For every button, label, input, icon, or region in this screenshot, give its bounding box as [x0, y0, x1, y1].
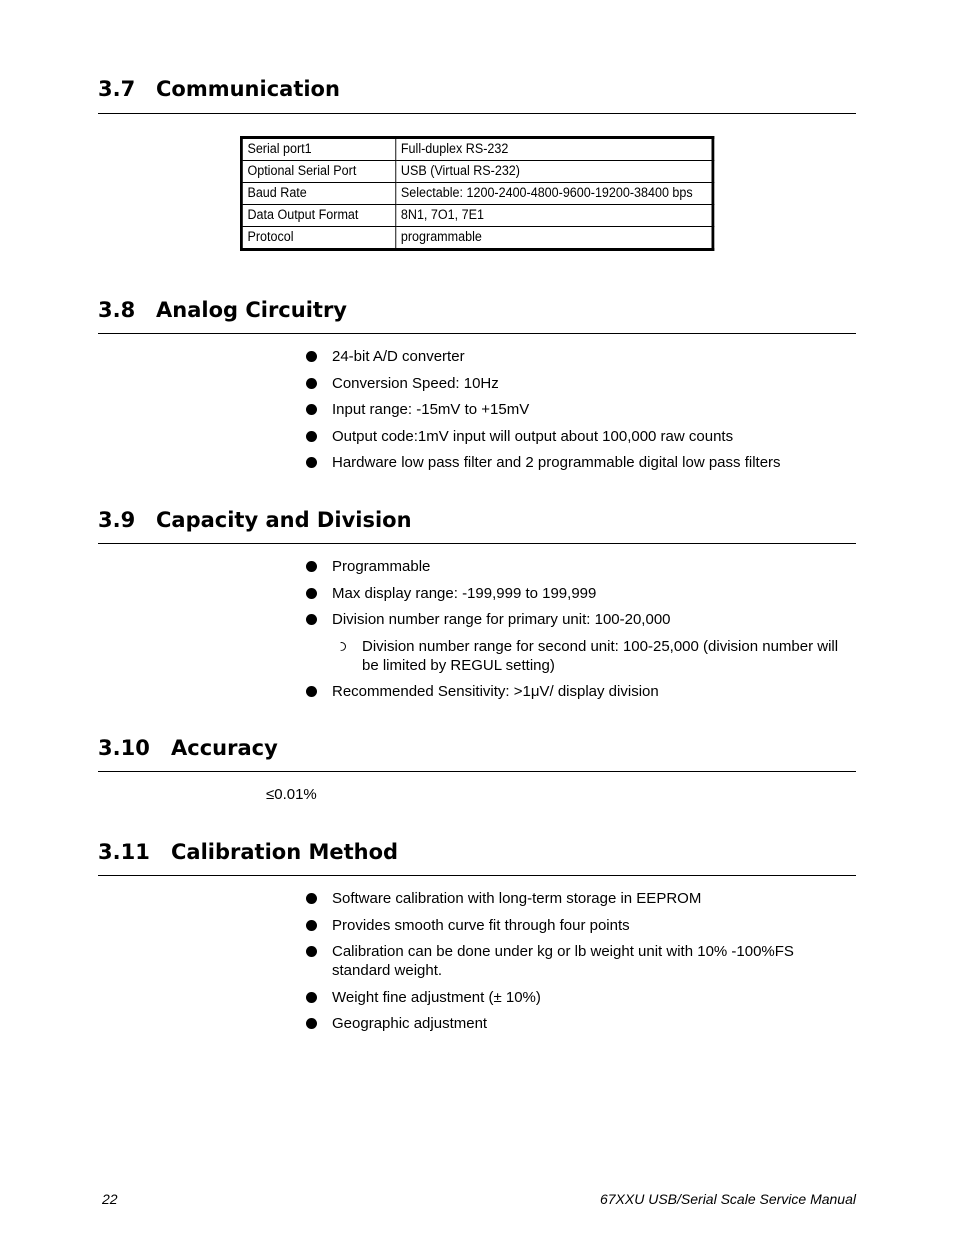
list-item-text: 24-bit A/D converter — [332, 348, 465, 365]
sub-bullet-icon — [337, 642, 346, 651]
list-item-text: Conversion Speed: 10Hz — [332, 374, 499, 392]
section-number: 3.7 — [98, 77, 136, 101]
list-item-text: Hardware low pass filter and 2 programmable digital low pass filters — [332, 454, 781, 472]
bullet-icon — [306, 561, 317, 572]
section-number: 3.9 — [98, 508, 136, 532]
bullet-icon — [306, 920, 317, 931]
table-cell: USB (Virtual RS-232) — [396, 161, 713, 183]
section-title: Accuracy — [171, 736, 278, 760]
list-item-text: Max display range: -199,999 to 199,999 — [332, 584, 597, 602]
list-item-text: Weight fine adjustment (± 10%) — [332, 988, 541, 1006]
list-item-text: Recommended Sensitivity: >1μV/ display division — [332, 683, 659, 701]
bullet-icon — [306, 1018, 317, 1029]
section-number: 3.8 — [98, 298, 136, 322]
list-item-text: Division number range for primary unit: 100-20,000 — [332, 611, 671, 629]
table-cell: Full-duplex RS-232 — [396, 138, 713, 161]
list-item — [306, 988, 856, 1007]
list-item-text: Provides smooth curve fit through four points — [332, 916, 630, 934]
list-item — [306, 889, 856, 908]
list-item — [306, 682, 856, 701]
list-item — [306, 584, 856, 603]
manual-title: 67XXU USB/Serial Scale Service Manual — [599, 1191, 856, 1207]
list-item — [306, 347, 856, 366]
bullet-icon — [306, 946, 317, 957]
section-title: Analog Circuitry — [156, 298, 347, 322]
bullet-icon — [306, 457, 317, 468]
list-item-text: Output code:1mV input will output about 100,000 raw counts — [332, 427, 734, 445]
section-title: Capacity and Division — [156, 508, 412, 532]
section-heading-3-8 — [98, 297, 856, 334]
section-number: 3.10 — [98, 736, 150, 760]
section-title: Calibration Method — [171, 840, 399, 864]
list-item-text: Geographic adjustment — [332, 1015, 488, 1033]
list-item — [306, 374, 856, 393]
bullet-icon — [306, 686, 317, 697]
section-heading-3-9 — [98, 507, 856, 544]
section-heading-3-7 — [98, 76, 856, 114]
table-cell: Selectable: 1200-2400-4800-9600-19200-38400 bps — [396, 183, 713, 205]
communication-table — [240, 136, 714, 251]
table-row — [241, 183, 713, 205]
list-item-text: Input range: -15mV to +15mV — [332, 401, 530, 419]
section-heading-3-11 — [98, 839, 856, 876]
table-cell: Serial port1 — [241, 138, 395, 161]
bullet-icon — [306, 351, 317, 362]
bullet-icon — [306, 378, 317, 389]
bullet-icon — [306, 404, 317, 415]
bullet-icon — [306, 893, 317, 904]
bullet-icon — [306, 614, 317, 625]
table-row — [241, 227, 713, 250]
list-item-text: Programmable — [332, 558, 431, 575]
calibration-list — [306, 889, 856, 1041]
capacity-list — [306, 557, 856, 709]
table-cell: Data Output Format — [241, 205, 395, 227]
list-item — [306, 400, 856, 419]
table-row — [241, 138, 713, 161]
analog-list — [306, 347, 856, 480]
table-cell: 8N1, 7O1, 7E1 — [396, 205, 713, 227]
table-cell: Baud Rate — [241, 183, 395, 205]
list-item-text: Software calibration with long-term storage in EEPROM — [332, 890, 702, 907]
list-item-text: Division number range for second unit: 100-25,000 (division number will be limited by REGUL setting) — [362, 637, 839, 674]
page-number: 22 — [102, 1191, 118, 1207]
list-item — [306, 1014, 856, 1033]
table-cell: programmable — [396, 227, 713, 250]
accuracy-value: ≤0.01% — [266, 786, 317, 803]
list-item — [306, 557, 856, 576]
list-item-text: Calibration can be done under kg or lb weight unit with 10% -100%FS standard weight. — [332, 943, 794, 980]
list-item — [306, 916, 856, 935]
sub-list-item — [306, 637, 856, 675]
table-row — [241, 161, 713, 183]
table-row — [241, 205, 713, 227]
list-item — [306, 610, 856, 629]
list-item — [306, 942, 856, 980]
bullet-icon — [306, 588, 317, 599]
table-cell: Protocol — [241, 227, 395, 250]
section-heading-3-10 — [98, 735, 856, 772]
bullet-icon — [306, 431, 317, 442]
section-title: Communication — [156, 77, 340, 101]
bullet-icon — [306, 992, 317, 1003]
list-item — [306, 453, 856, 472]
list-item — [306, 427, 856, 446]
table-cell: Optional Serial Port — [241, 161, 395, 183]
section-number: 3.11 — [98, 840, 150, 864]
